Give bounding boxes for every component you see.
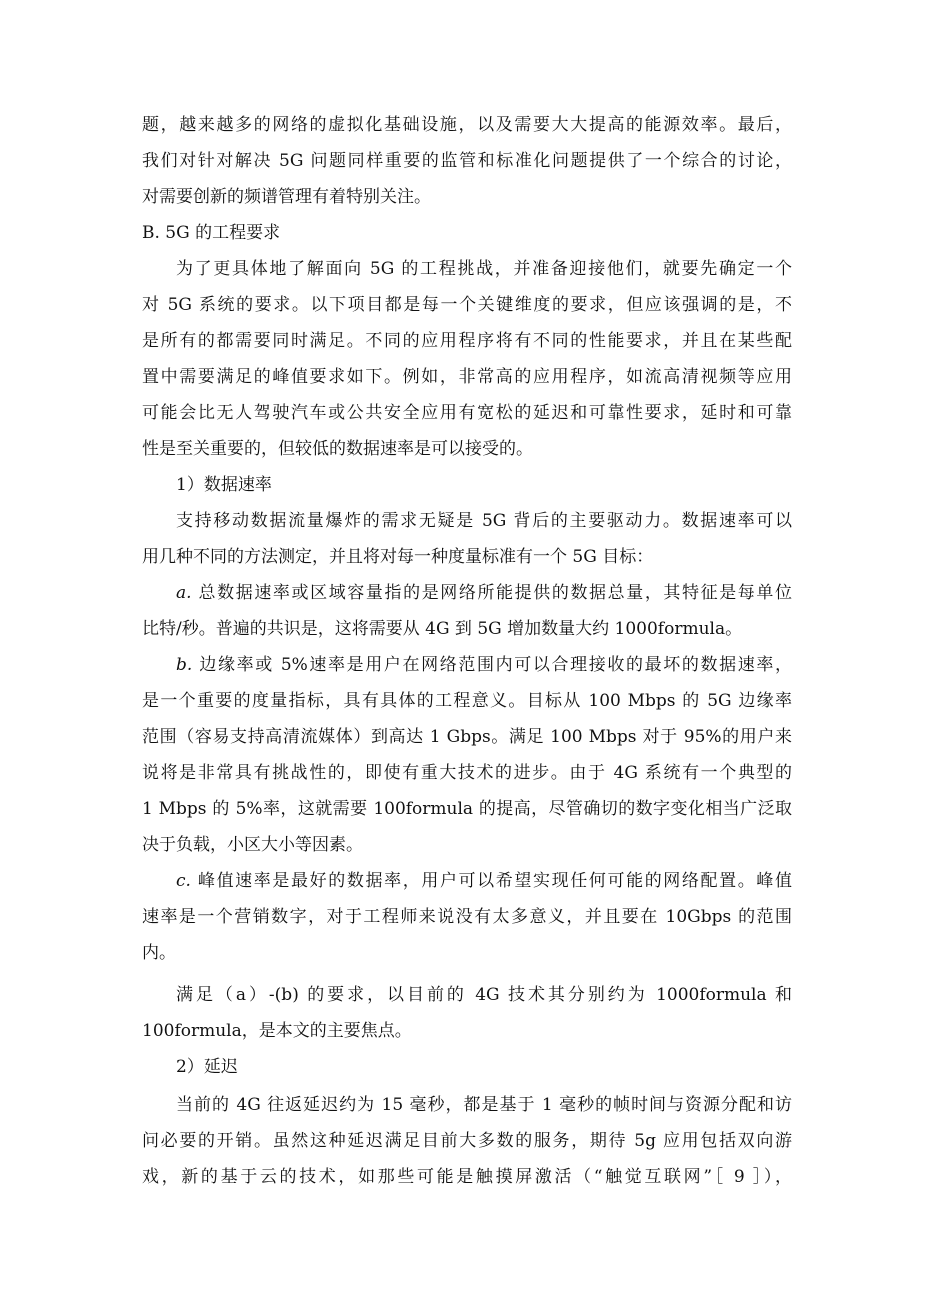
item-b-text: 边缘率或 5%速率是用户在网络范围内可以合理接收的最坏的数据速率， [192,655,792,675]
item-b-line-3: 范围（容易支持高清流媒体）到高达 1 Gbps。满足 100 Mbps 对于 95%的用户来 [142,727,792,747]
item-a-line-1 [176,578,792,608]
item-c-line-2: 速率是一个营销数字，对于工程师来说没有太多意义，并且要在 10Gbps 的范围 [142,907,792,927]
requirements-line-2: 对 5G 系统的要求。以下项目都是每一个关键维度的要求，但应该强调的是，不 [142,295,792,315]
requirements-line-1: 为了更具体地了解面向 5G 的工程挑战，并准备迎接他们，就要先确定一个 [176,259,792,279]
subsection-1-heading: 1）数据速率 [176,475,272,495]
summary-line-1: 满足（a）-(b) 的要求，以目前的 4G 技术其分别约为 1000formula 和 [176,985,792,1005]
intro-line-2: 我们对针对解决 5G 问题同样重要的监管和标准化问题提供了一个综合的讨论， [142,151,792,171]
item-a-marker: a. [176,583,192,603]
datarate-line-2: 用几种不同的方法测定，并且将对每一种度量标准有一个 5G 目标： [142,547,654,567]
item-c-line-1 [176,866,792,896]
item-b-line-2: 是一个重要的度量指标，具有具体的工程意义。目标从 100 Mbps 的 5G 边缘率 [142,691,792,711]
requirements-line-4: 置中需要满足的峰值要求如下。例如，非常高的应用程序，如流高清视频等应用 [142,367,792,387]
subsection-2-heading: 2）延迟 [176,1057,238,1077]
summary-line-2: 100formula，是本文的主要焦点。 [142,1021,412,1041]
item-b-line-6: 决于负载，小区大小等因素。 [142,835,363,855]
item-b-line-5: 1 Mbps 的 5%率，这就需要 100formula 的提高，尽管确切的数字变化相当广泛取 [142,799,792,819]
latency-line-1: 当前的 4G 往返延迟约为 15 毫秒，都是基于 1 毫秒的帧时间与资源分配和访 [176,1095,792,1115]
item-c-marker: c. [176,871,191,891]
item-b-line-1 [176,650,792,680]
item-a-text: 总数据速率或区域容量指的是网络所能提供的数据总量，其特征是每单位 [191,583,792,603]
requirements-line-3: 是所有的都需要同时满足。不同的应用程序将有不同的性能要求，并且在某些配 [142,331,792,351]
section-b-heading: B. 5G 的工程要求 [142,223,281,243]
item-c-line-3: 内。 [142,943,176,963]
latency-line-3: 戏，新的基于云的技术，如那些可能是触摸屏激活（“触觉互联网”［ 9 ］）， [142,1167,792,1187]
item-a-line-2: 比特/秒。普遍的共识是，这将需要从 4G 到 5G 增加数量大约 1000formula。 [142,619,743,639]
item-b-line-4: 说将是非常具有挑战性的，即使有重大技术的进步。由于 4G 系统有一个典型的 [142,763,792,783]
requirements-line-6: 性是至关重要的，但较低的数据速率是可以接受的。 [142,439,533,459]
datarate-line-1: 支持移动数据流量爆炸的需求无疑是 5G 背后的主要驱动力。数据速率可以 [176,511,792,531]
intro-line-1: 题，越来越多的网络的虚拟化基础设施，以及需要大大提高的能源效率。最后， [142,115,792,135]
item-b-marker: b. [176,655,193,675]
intro-line-3: 对需要创新的频谱管理有着特别关注。 [142,187,431,207]
latency-line-2: 问必要的开销。虽然这种延迟满足目前大多数的服务，期待 5g 应用包括双向游 [142,1131,792,1151]
item-c-text: 峰值速率是最好的数据率，用户可以希望实现任何可能的网络配置。峰值 [190,871,792,891]
requirements-line-5: 可能会比无人驾驶汽车或公共安全应用有宽松的延迟和可靠性要求，延时和可靠 [142,403,792,423]
